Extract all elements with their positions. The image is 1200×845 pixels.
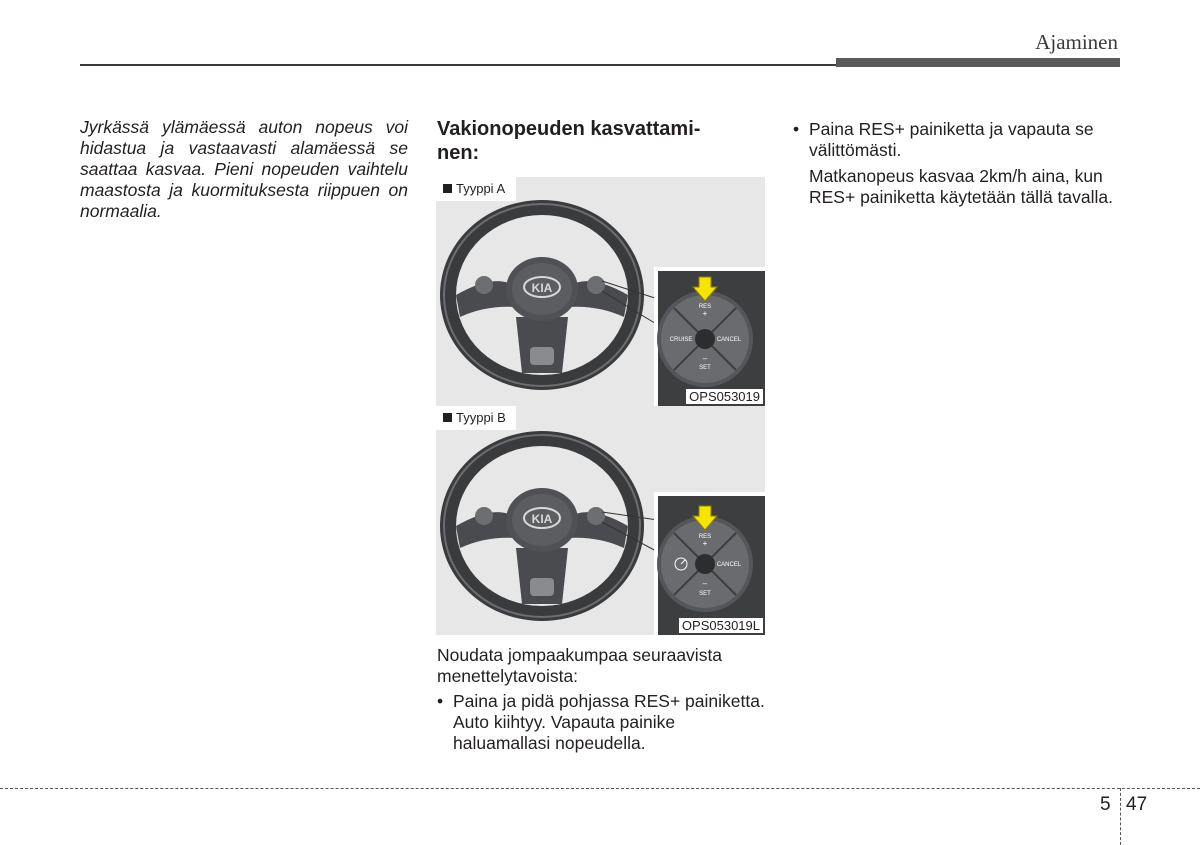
logo-text-b: KIA [531, 512, 553, 526]
result-paragraph: Matkanopeus kasvaa 2km/h aina, kun RES+ painiketta käytetään tällä tavalla. [809, 166, 1114, 207]
figure-code-b: OPS053019L [679, 618, 763, 633]
res-plus-b: + [702, 539, 708, 548]
figure-type-a [436, 177, 765, 406]
res-label-b: RES [698, 534, 712, 540]
heading-line-2: nen: [437, 142, 480, 164]
steering-wheel-illustration-a [436, 177, 765, 406]
steering-wheel-illustration-b [436, 406, 765, 635]
bullet-dot: • [793, 119, 800, 139]
square-bullet-icon [443, 413, 452, 422]
figure-type-b [436, 406, 765, 635]
intro-paragraph: Noudata jompaakumpaa seuraavista menettelytavoista: [437, 645, 723, 686]
figure-label-a [443, 181, 505, 196]
cancel-label-b: CANCEL [716, 562, 742, 568]
note-paragraph: Jyrkässä ylämäessä auton nopeus voi hidastua ja vastaavasti alamäessä se saattaa kasvaa. Pieni nopeuden vaihtelu maastosta ja kuormituksesta riippuen on normaalia. [80, 117, 408, 221]
footer-divider [1120, 788, 1121, 845]
figure-label-b-text: Tyyppi B [456, 410, 506, 425]
heading-line-1: Vakionopeuden kasvattami- [437, 118, 701, 140]
bullet-text: Paina ja pidä pohjassa RES+ painiketta. Auto kiihtyy. Vapauta painike haluamallasi nopeudella. [453, 691, 765, 753]
footer-rule [0, 788, 1200, 789]
figure-label-a-text: Tyyppi A [456, 181, 506, 196]
set-minus-a: – [702, 354, 708, 363]
header-bar [836, 58, 1120, 67]
res-label-a: RES [698, 304, 712, 310]
chapter-number: 5 [1100, 794, 1111, 815]
section-title: Ajaminen [1035, 30, 1118, 54]
figure-code-a: OPS053019 [686, 389, 763, 404]
bullet-dot: • [437, 691, 444, 711]
figure-label-b [443, 410, 506, 425]
res-plus-a: + [702, 309, 708, 318]
header-rule [80, 64, 836, 66]
logo-text-a: KIA [531, 281, 553, 295]
cruise-label-a: CRUISE [669, 337, 693, 343]
bullet-item [793, 119, 1123, 163]
section-heading [437, 117, 737, 165]
bullet-text: Paina RES+ painiketta ja vapauta se välittömästi. [809, 119, 1094, 160]
set-label-a: SET [699, 365, 711, 371]
set-minus-b: – [702, 579, 708, 588]
page-number: 47 [1126, 794, 1148, 815]
cancel-label-a: CANCEL [716, 337, 742, 343]
square-bullet-icon [443, 184, 452, 193]
set-label-b: SET [699, 591, 711, 597]
bullet-item [437, 691, 769, 757]
